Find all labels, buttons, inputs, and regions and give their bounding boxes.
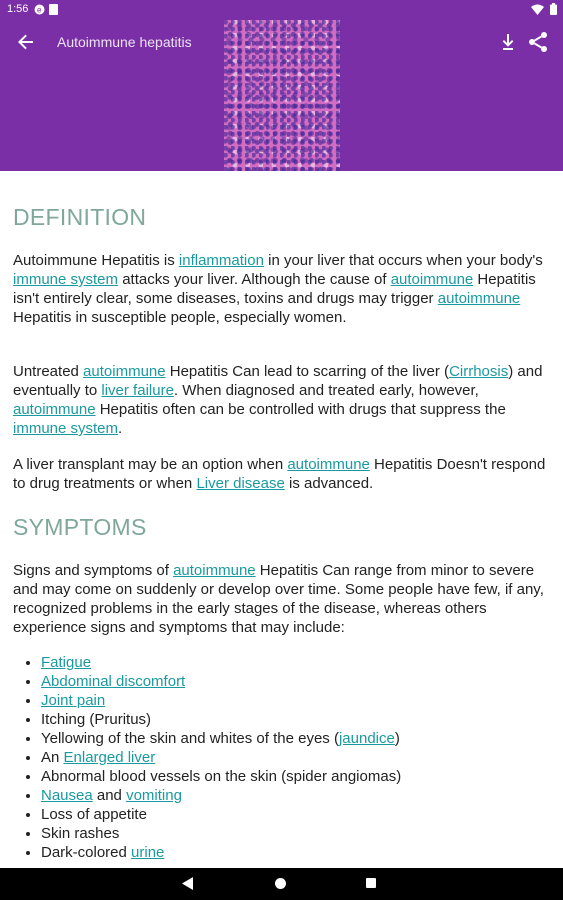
notification-file-icon xyxy=(49,4,58,15)
text-segment: Hepatitis Can lead to scarring of the liver ( xyxy=(165,363,450,380)
inline-term-link[interactable]: Enlarged liver xyxy=(63,749,156,766)
inline-term-link[interactable]: inflammation xyxy=(178,252,264,269)
svg-text:e: e xyxy=(37,5,42,15)
symptom-item xyxy=(41,843,401,862)
inline-term-link[interactable]: autoimmune xyxy=(13,401,96,418)
inline-term-link[interactable]: vomiting xyxy=(126,787,182,804)
inline-term-link[interactable]: Nausea xyxy=(41,787,93,804)
text-segment: Hepatitis isn't entirely clear, some diseases, toxins and drugs may trigger xyxy=(13,271,536,307)
text-segment: in your liver that occurs when your body's xyxy=(263,252,543,269)
battery-icon xyxy=(550,3,557,15)
wifi-icon xyxy=(531,4,544,15)
definition-paragraph-2 xyxy=(13,362,547,438)
symptom-item xyxy=(41,767,401,786)
symptom-item xyxy=(41,691,401,710)
text-segment: Signs and symptoms of xyxy=(13,562,174,579)
inline-term-link[interactable]: Fatigue xyxy=(41,654,92,671)
inline-term-link[interactable]: immune system xyxy=(13,420,119,437)
symptom-item xyxy=(41,786,401,805)
text-segment: Hepatitis Doesn't respond to drug treatments or when xyxy=(13,456,546,492)
symptom-item xyxy=(41,710,401,729)
status-system-icons xyxy=(531,3,557,15)
symptom-item xyxy=(41,729,401,748)
download-icon[interactable] xyxy=(496,30,520,54)
article-content xyxy=(0,171,563,868)
page-title: Autoimmune hepatitis xyxy=(57,34,192,50)
inline-term-link[interactable]: urine xyxy=(131,844,165,861)
text-segment: Hepatitis in susceptible people, especially women. xyxy=(13,309,347,326)
text-segment: ) xyxy=(394,730,400,747)
inline-term-link[interactable]: jaundice xyxy=(338,730,395,747)
text-segment: Untreated xyxy=(13,363,84,380)
status-time: 1:56 xyxy=(7,3,29,15)
text-segment: Dark-colored xyxy=(41,844,132,861)
symptoms-intro xyxy=(13,561,547,637)
inline-term-link[interactable]: autoimmune xyxy=(390,271,474,288)
share-icon[interactable] xyxy=(526,30,550,54)
inline-term-link[interactable]: autoimmune xyxy=(437,290,521,307)
text-segment: . xyxy=(118,420,123,437)
text-segment: is advanced. xyxy=(284,475,374,492)
text-segment: Hepatitis Can range from minor to severe and may come on suddenly or develop over time. Some people have few, if any, recognized problems in the early stages of the disease, whereas others experience signs and symptoms that may include: xyxy=(13,562,544,636)
inline-term-link[interactable]: Liver disease xyxy=(196,475,285,492)
app-bar xyxy=(0,20,563,171)
symptom-item xyxy=(41,748,401,767)
inline-term-link[interactable]: immune system xyxy=(13,271,119,288)
symptoms-list xyxy=(13,653,401,862)
inline-term-link[interactable]: liver failure xyxy=(101,382,174,399)
text-segment: An xyxy=(41,749,64,766)
text-segment: A liver transplant may be an option when xyxy=(13,456,288,473)
inline-term-link[interactable]: Cirrhosis xyxy=(449,363,509,380)
status-notification-icons xyxy=(34,4,58,15)
inline-term-link[interactable]: Abdominal discomfort xyxy=(41,673,186,690)
back-arrow-icon[interactable] xyxy=(14,30,38,54)
status-bar xyxy=(0,0,563,20)
symptom-item xyxy=(41,824,401,843)
histology-header-image xyxy=(224,20,340,171)
text-segment: Abnormal blood vessels on the skin (spider angiomas) xyxy=(41,768,402,785)
definition-paragraph-1 xyxy=(13,251,547,327)
text-segment: Hepatitis often can be controlled with drugs that suppress the xyxy=(95,401,506,418)
inline-term-link[interactable]: autoimmune xyxy=(173,562,256,579)
definition-heading: DEFINITION xyxy=(13,204,147,230)
text-segment: Yellowing of the skin and whites of the eyes ( xyxy=(41,730,339,747)
inline-term-link[interactable]: Joint pain xyxy=(41,692,106,709)
definition-paragraph-3 xyxy=(13,455,547,493)
inline-term-link[interactable]: autoimmune xyxy=(83,363,166,380)
text-segment: Skin rashes xyxy=(41,825,120,842)
symptoms-heading: SYMPTOMS xyxy=(13,514,147,540)
nav-recents-icon[interactable] xyxy=(366,878,376,888)
symptom-item xyxy=(41,805,401,824)
text-segment: Autoimmune Hepatitis is xyxy=(13,252,179,269)
system-nav-bar xyxy=(0,868,563,900)
text-segment: attacks your liver. Although the cause of xyxy=(118,271,391,288)
text-segment: ) and eventually to xyxy=(13,363,543,399)
nav-home-icon[interactable] xyxy=(275,878,286,889)
text-segment: . When diagnosed and treated early, however, xyxy=(173,382,479,399)
symptom-item xyxy=(41,653,401,672)
text-segment: Itching (Pruritus) xyxy=(41,711,152,728)
text-segment: Loss of appetite xyxy=(41,806,147,823)
nav-back-icon[interactable] xyxy=(182,877,194,890)
inline-term-link[interactable]: autoimmune xyxy=(287,456,370,473)
symptom-item xyxy=(41,672,401,691)
text-segment: and xyxy=(92,787,127,804)
notification-app-icon xyxy=(34,4,45,15)
